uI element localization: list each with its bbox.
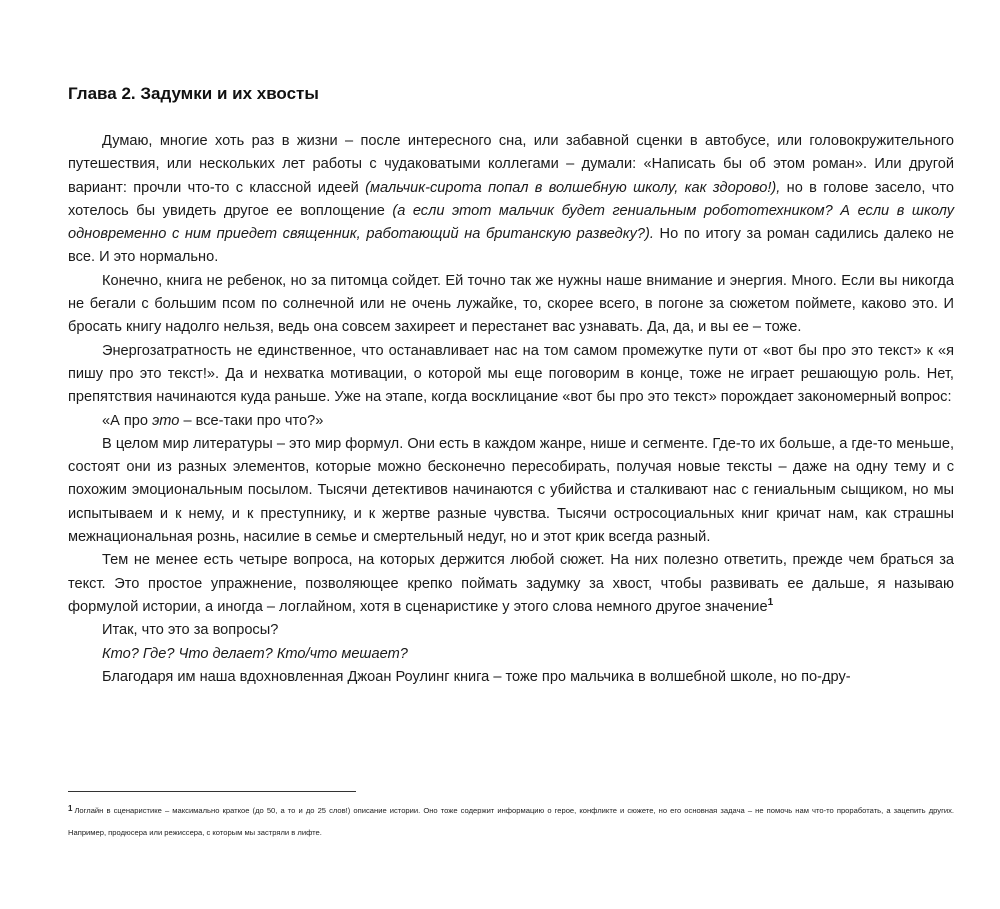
paragraph-3: Энергозатратность не единственное, что останавливает нас на том самом промежутке пути от «вот бы про это текст» к «я пишу про это текст!». Да и нехватка мотивации, о которой мы еще поговорим в конце, тоже не играет решающую роль. Нет, препятствия начинаются куда раньше. Уже на этапе, когда восклицание «вот бы про это текст» порождает закономерный вопрос: — [68, 342, 954, 406]
paragraph-4-text-c: – все-таки про что?» — [179, 412, 324, 429]
paragraph-1-text-c: но в голове засело, что хотелось бы увидеть другое ее воплощение — [68, 179, 955, 219]
paragraph-2: Конечно, книга не ребенок, но за питомца сойдет. Ей точно так же нужны наше внимание и энергия. Много. Если вы никогда не бегали с большим псом по солнечной или не очень лужайке, то, скорее всего, в погоне за сюжетом поймете, каково это. И бросать книгу надолго нельзя, ведь она совсем захиреет и перестанет вас узнавать. Да, да, и вы ее – тоже. — [68, 272, 954, 336]
chapter-title: Глава 2. Задумки и их хвосты — [68, 84, 319, 103]
footnote-text: Логлайн в сценаристике – максимально краткое (до 50, а то и до 25 слов!) описание истории. Оно тоже содержит информацию о герое, конфликте и сюжете, но его основная задача – не помочь нам что-то проработать, а зацепить других. Например, продюсера или режиссера, с которым мы застряли в лифте. — [68, 806, 954, 837]
paragraph-1-italic-variant: (а если этот мальчик будет гениальным робототехником? А если в школу одновременно с ним приедет священник, работающий на британскую разведку?). — [68, 202, 954, 243]
footnote-divider — [68, 791, 356, 792]
footnote — [68, 798, 954, 844]
paragraph-6 — [68, 549, 954, 619]
footnote-reference[interactable]: 1 — [767, 597, 774, 609]
paragraph-1-text-a: Думаю, многие хоть раз в жизни – после интересного сна, или забавной сценки в автобусе, или головокружительного путешествия, или нескольких лет работы с чудаковатыми коллегами – думали: «Написать бы об этом роман». Или другой вариант: прочли что-то с классной идеей — [68, 133, 954, 196]
paragraph-4-text-a: «А про — [102, 412, 153, 429]
paragraph-8-questions — [68, 643, 954, 666]
paragraph-1-text-e: Но по итогу за роман садились далеко не все. И это нормально. — [68, 226, 954, 266]
paragraph-5: В целом мир литературы – это мир формул. Они есть в каждом жанре, нише и сегменте. Где-то их больше, а где-то меньше, состоят они из разных элементов, которые можно бесконечно пересобирать, получая новые тексты – даже на одну тему и с похожим эмоциональным посылом. Тысячи детективов начинаются с убийства и сталкивают нас с гениальным сыщиком, но мы испытываем и к нему, и к преступнику, и к жертве разные чувства. Тысячи остросоциальных книг кричат нам, как страшны межнациональная рознь, насилие в семье и смертельный недуг, но и этот крик всегда разный. — [68, 435, 954, 546]
paragraph-9: Благодаря им наша вдохновленная Джоан Роулинг книга – тоже про мальчика в волшебной школе, но по-дру- — [102, 668, 851, 685]
paragraph-8-italic-questions: Кто? Где? Что делает? Кто/что мешает? — [102, 645, 408, 662]
paragraph-1 — [68, 130, 954, 270]
chapter-body — [68, 130, 954, 689]
paragraph-4-italic-word: это — [152, 412, 180, 429]
paragraph-4-quote — [68, 410, 954, 433]
footnote-number: 1 — [68, 804, 73, 813]
paragraph-7: Итак, что это за вопросы? — [102, 622, 279, 639]
paragraph-1-italic-example: (мальчик-сирота попал в волшебную школу, как здорово!), — [365, 179, 781, 196]
paragraph-6-text: Тем не менее есть четыре вопроса, на которых держится любой сюжет. На них полезно ответить, прежде чем браться за текст. Это простое упражнение, позволяющее крепко поймать задумку за хвост, чтобы развивать ее дальше, я называю формулой истории, а иногда – логлайном, хотя в сценаристике у этого слова немного другое значение — [68, 552, 954, 615]
